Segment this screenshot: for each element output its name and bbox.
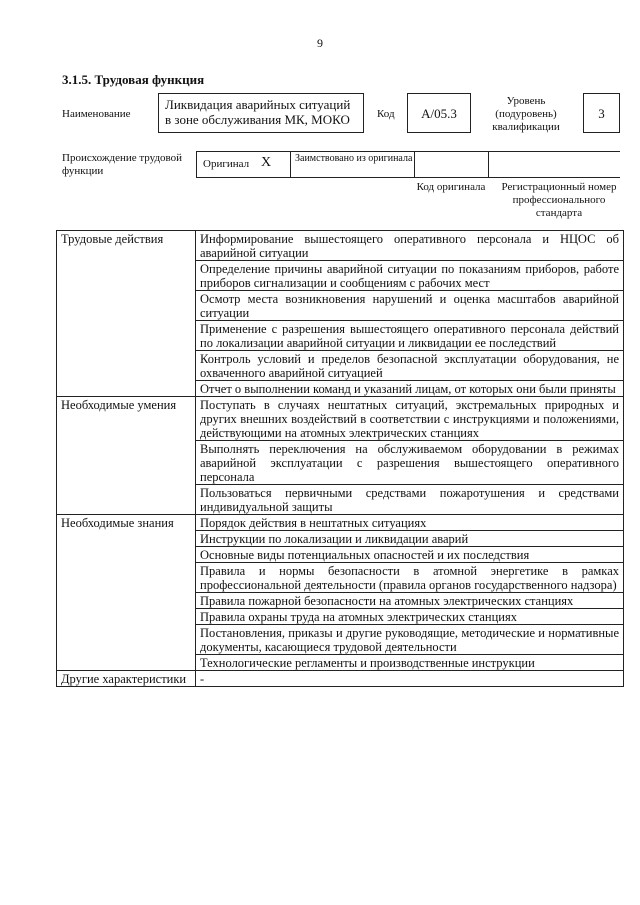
category-cell: Необходимые умения xyxy=(57,397,196,515)
item-cell: Отчет о выполнении команд и указаний лицам, от которых они были приняты xyxy=(196,381,624,397)
table-row xyxy=(57,397,624,441)
code-label: Код xyxy=(377,108,395,120)
page-number: 9 xyxy=(317,36,323,50)
item-cell: Осмотр места возникновения нарушений и оценка масштабов аварийной ситуации xyxy=(196,291,624,321)
level-label: Уровень (подуровень) квалификации xyxy=(492,95,560,133)
section-title: 3.1.5. Трудовая функция xyxy=(62,72,205,87)
borrowed-cell xyxy=(291,152,415,177)
category-cell: Трудовые действия xyxy=(57,231,196,397)
original-cell xyxy=(197,152,291,177)
origin-row xyxy=(196,151,620,178)
item-cell: Правила пожарной безопасности на атомных электрических станциях xyxy=(196,593,624,609)
reg-number-caption: Регистрационный номер профессионального стандарта xyxy=(501,181,617,219)
code-original-cell xyxy=(415,152,489,177)
item-cell: Пользоваться первичными средствами пожаротушения и средствами индивидуальной защиты xyxy=(196,485,624,515)
original-label: Оригинал xyxy=(203,158,250,170)
function-name-value: Ликвидация аварийных ситуаций в зоне обслуживания МК, МОКО xyxy=(158,93,364,133)
name-label: Наименование xyxy=(62,108,131,120)
item-cell: Информирование вышестоящего оперативного персонала и НЦОС об аварийной ситуации xyxy=(196,231,624,261)
table-row xyxy=(57,671,624,687)
item-cell: Применение с разрешения вышестоящего оперативного персонала действий по локализации аварийной ситуации и ликвидации ее последствий xyxy=(196,321,624,351)
code-value: А/05.3 xyxy=(407,93,471,133)
item-cell: Порядок действия в нештатных ситуациях xyxy=(196,515,624,531)
item-cell: Правила охраны труда на атомных электрических станциях xyxy=(196,609,624,625)
item-cell: Основные виды потенциальных опасностей и их последствия xyxy=(196,547,624,563)
item-cell: Правила и нормы безопасности в атомной энергетике в рамках профессиональной деятельности (правила органов государственного надзора) xyxy=(196,563,624,593)
reg-number-cell xyxy=(489,152,621,177)
level-value: 3 xyxy=(583,93,620,133)
code-original-caption: Код оригинала xyxy=(416,181,486,193)
item-cell: Поступать в случаях нештатных ситуаций, экстремальных природных и других внешних воздействий в соответствии с инструкциями и положениями, действующими на атомных электрических станциях xyxy=(196,397,624,441)
item-cell: Определение причины аварийной ситуации по показаниям приборов, работе приборов сигнализации и сообщениям с рабочих мест xyxy=(196,261,624,291)
function-table xyxy=(56,230,624,687)
item-cell: - xyxy=(196,671,624,687)
item-cell: Выполнять переключения на обслуживаемом оборудовании в режимах аварийной эксплуатации с разрешения вышестоящего оперативного персонала xyxy=(196,441,624,485)
item-cell: Инструкции по локализации и ликвидации аварий xyxy=(196,531,624,547)
borrowed-label: Заимствовано из оригинала xyxy=(295,153,413,164)
original-mark: X xyxy=(261,155,272,170)
category-cell: Необходимые знания xyxy=(57,515,196,671)
table-row xyxy=(57,231,624,261)
category-cell: Другие характеристики xyxy=(57,671,196,687)
item-cell: Технологические регламенты и производственные инструкции xyxy=(196,655,624,671)
table-row xyxy=(57,515,624,531)
origin-label: Происхождение трудовой функции xyxy=(62,152,183,177)
item-cell: Контроль условий и пределов безопасной эксплуатации оборудования, не охваченного аварийной ситуацией xyxy=(196,351,624,381)
item-cell: Постановления, приказы и другие руководящие, методические и нормативные документы, касающиеся трудовой деятельности xyxy=(196,625,624,655)
